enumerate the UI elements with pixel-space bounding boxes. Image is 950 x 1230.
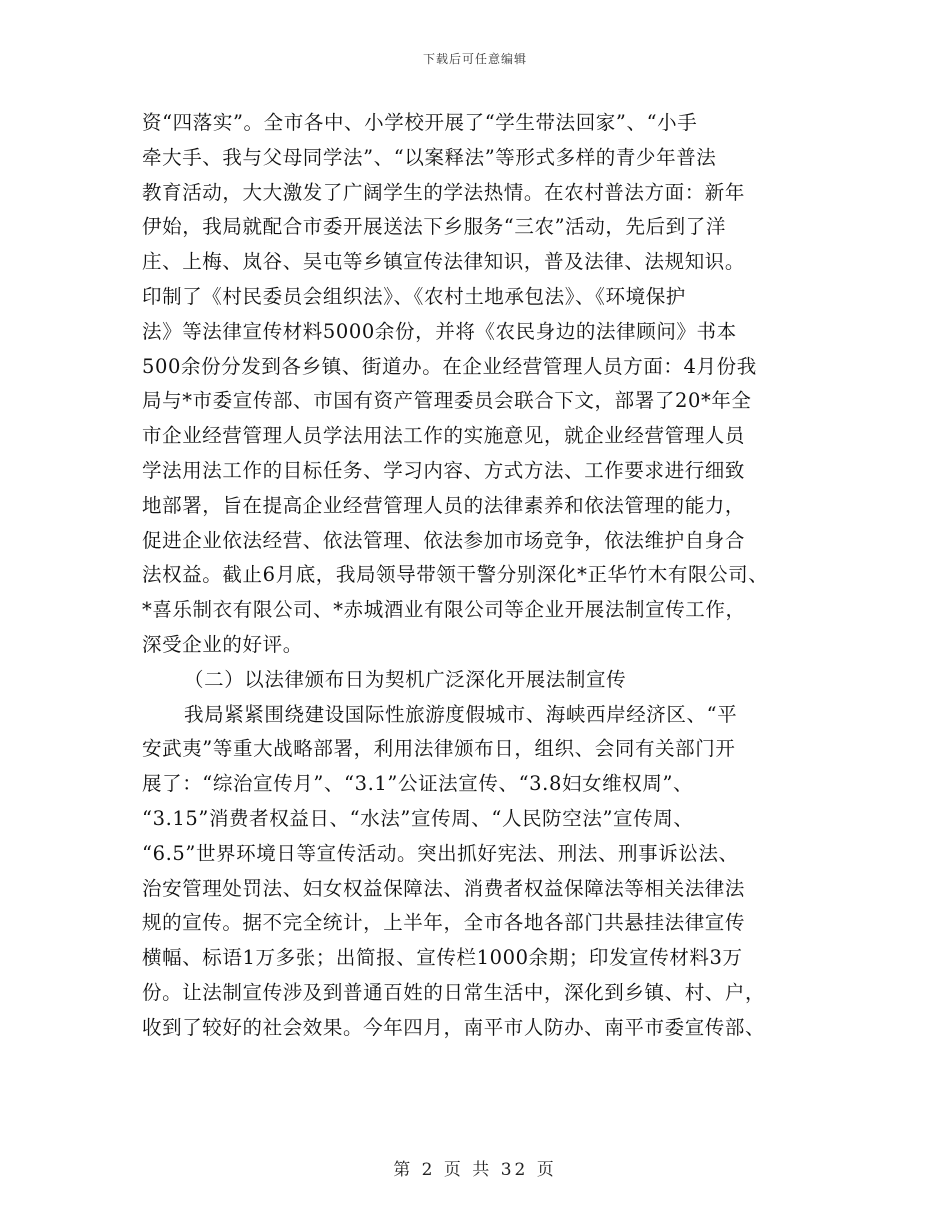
text-line: 地部署，旨在提高企业经营管理人员的法律素养和依法管理的能力，	[142, 493, 746, 517]
text-line: 市企业经营管理人员学法用法工作的实施意见，就企业经营管理人员	[142, 424, 746, 448]
text-line: 展了：“综治宣传月”、“3.1”公证法宣传、“3.8妇女维权周”、	[142, 772, 694, 796]
text-line: 法》等法律宣传材料5000余份，并将《农民身边的法律顾问》书本	[142, 319, 737, 343]
text-line: 牵大手、我与父母同学法”、“以案释法”等形式多样的青少年普法	[142, 145, 717, 169]
text-line: 收到了较好的社会效果。今年四月，南平市人防办、南平市委宣传部、	[142, 1015, 766, 1039]
page-header: 下载后可任意编辑	[422, 52, 527, 66]
text-line: 我局紧紧围绕建设国际性旅游度假城市、海峡西岸经济区、“平	[184, 702, 738, 726]
text-line: 教育活动，大大激发了广阔学生的学法热情。在农村普法方面：新年	[142, 180, 746, 204]
section-heading: （二）以法律颁布日为契机广泛深化开展法制宣传	[184, 667, 627, 691]
text-line: 安武夷”等重大战略部署，利用法律颁布日，组织、会同有关部门开	[142, 737, 736, 761]
text-line: “6.5”世界环境日等宣传活动。突出抓好宪法、刑法、刑事诉讼法、	[142, 841, 739, 865]
text-line: 伊始，我局就配合市委开展送法下乡服务“三农”活动，先后到了洋	[142, 215, 726, 239]
text-line: “3.15”消费者权益日、“水法”宣传周、“人民防空法”宣传周、	[142, 806, 694, 830]
text-line: 促进企业依法经营、依法管理、依法参加市场竞争，依法维护自身合	[142, 528, 746, 552]
text-line: 500余份分发到各乡镇、街道办。在企业经营管理人员方面：4月份我	[142, 354, 757, 378]
text-line: 法权益。截止6月底，我局领导带领干警分别深化*正华竹木有限公司、	[142, 563, 769, 587]
document-body	[142, 106, 812, 1046]
text-line: 庄、上梅、岚谷、吴屯等乡镇宣传法律知识，普及法律、法规知识。	[142, 250, 746, 274]
text-line: 份。让法制宣传涉及到普通百姓的日常生活中，深化到乡镇、村、户，	[142, 980, 766, 1004]
text-line: 学法用法工作的目标任务、学习内容、方式方法、工作要求进行细致	[142, 458, 746, 482]
text-line: 规的宣传。据不完全统计，上半年，全市各地各部门共悬挂法律宣传	[142, 911, 746, 935]
page-number: 第 2 页 共 32 页	[393, 1160, 557, 1180]
text-line: 局与*市委宣传部、市国有资产管理委员会联合下文，部署了20*年全	[142, 389, 752, 413]
text-line: 治安管理处罚法、妇女权益保障法、消费者权益保障法等相关法律法	[142, 876, 746, 900]
text-line: 深受企业的好评。	[142, 632, 303, 656]
text-line: *喜乐制衣有限公司、*赤城酒业有限公司等企业开展法制宣传工作，	[142, 598, 746, 622]
text-line: 印制了《村民委员会组织法》、《农村土地承包法》、《环境保护	[142, 284, 686, 308]
text-line: 资“四落实”。全市各中、小学校开展了“学生带法回家”、“小手	[142, 111, 698, 134]
text-line: 横幅、标语1万多张；出简报、宣传栏1000余期；印发宣传材料3万	[142, 946, 743, 970]
